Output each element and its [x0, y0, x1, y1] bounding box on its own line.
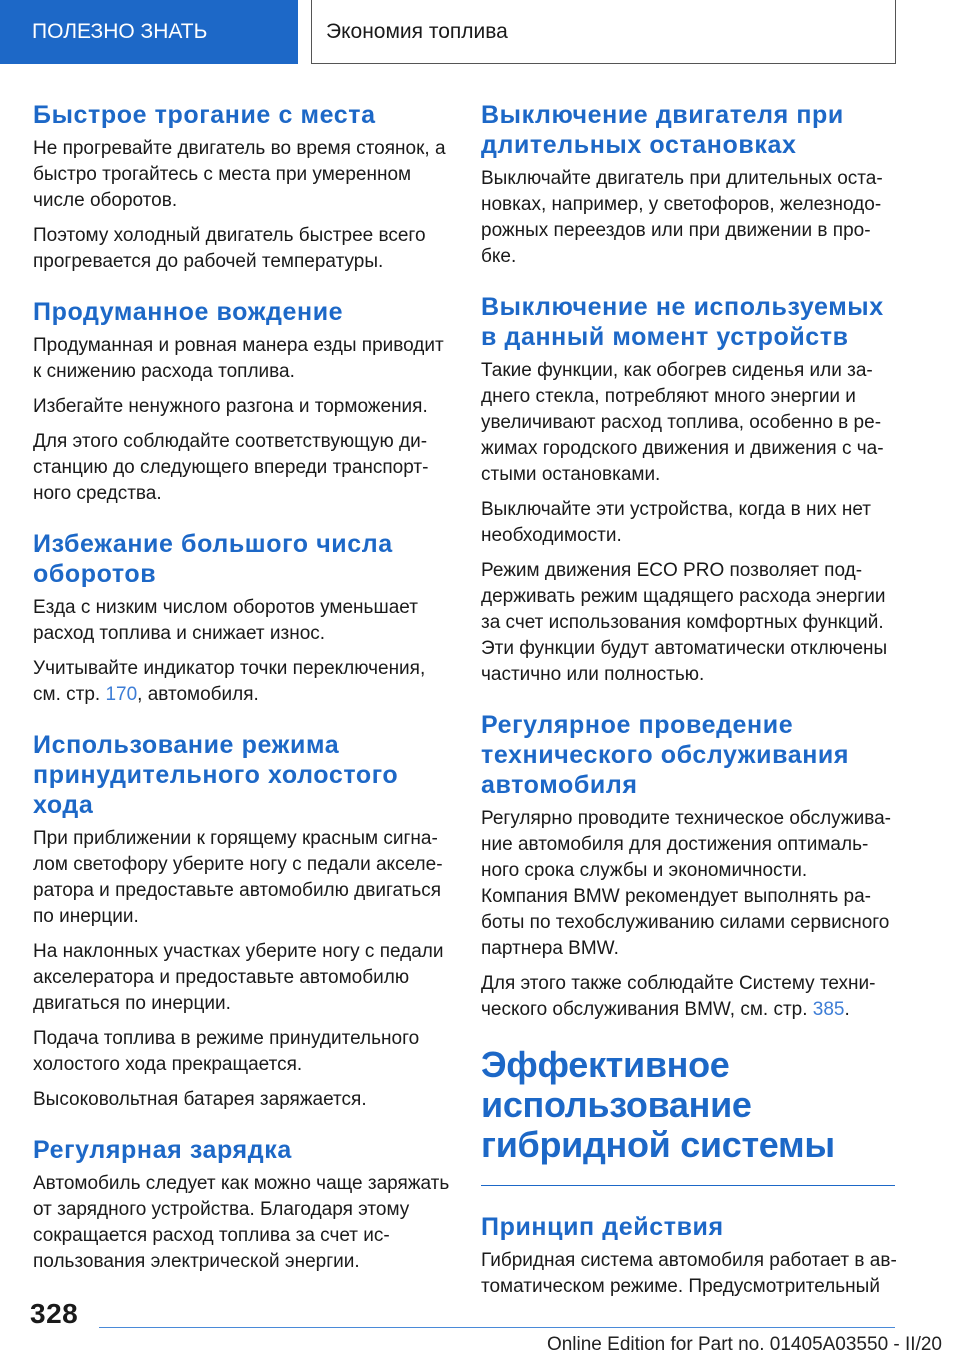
section-tab[interactable]	[0, 0, 298, 64]
section-tab-label: ПОЛЕЗНО ЗНАТЬ	[32, 20, 208, 43]
topic-tab[interactable]	[311, 0, 896, 64]
section-maintenance	[481, 710, 899, 1023]
paragraph: При приближении к горящему красным сигналом светофору уберите ногу с педали акселератора и предоставьте автомобилю двигаться по инерции.	[33, 828, 443, 927]
paragraph: Гибридная система автомобиля работает в автоматическом режиме. Предусмотрительный	[481, 1250, 897, 1297]
paragraph: Высоковольтная батарея заряжается.	[33, 1089, 367, 1110]
page-reference-link[interactable]: 385	[812, 999, 845, 1020]
section-title: Выключение не используемых в данный момент устройств	[481, 293, 884, 351]
paragraph: Избегайте ненужного разгона и торможения.	[33, 396, 428, 417]
text: Учитывайте индикатор точки переключения, см. стр.	[33, 658, 426, 705]
section-engine-off	[481, 100, 899, 270]
section-title: Быстрое трогание с места	[33, 101, 376, 129]
section-title: Принцип действия	[481, 1213, 724, 1241]
text: .	[844, 999, 850, 1020]
section-title: Продуманное вождение	[33, 298, 344, 326]
paragraph: Для этого соблюдайте соответствующую дистанцию до следующего впереди транспортного средства.	[33, 431, 429, 504]
section-regular-charging	[33, 1135, 451, 1275]
paragraph: На наклонных участках уберите ногу с педали акселератора и предоставьте автомобилю двигаться по инерции.	[33, 941, 444, 1014]
paragraph: Режим движения ECO PRO позволяет поддерживать режим щадящего расхода энергии за счет использования комфортных функций. Эти функции будут автоматически отключены частично или полностью.	[481, 560, 888, 685]
text: Для этого также соблюдайте Систему технического обслуживания BMW, см. стр.	[481, 973, 876, 1020]
paragraph: Не прогревайте двигатель во время стоянок, а быстро трогайтесь с места при умеренном числе оборотов.	[33, 138, 446, 211]
section-title: Регулярное проведение технического обслуживания автомобиля	[481, 711, 850, 799]
page-number: 328	[30, 1298, 79, 1329]
paragraph: Автомобиль следует как можно чаще заряжать от зарядного устройства. Благодаря этому сокращается расход топлива за счет использования электрической энергии.	[33, 1173, 450, 1272]
section-avoid-high-rpm	[33, 529, 451, 708]
section-thoughtful-driving	[33, 297, 451, 507]
footer-divider	[99, 1327, 895, 1328]
paragraph: Продуманная и ровная манера езды приводит к снижению расхода топлива.	[33, 335, 444, 382]
right-column	[481, 100, 899, 1322]
chapter-title: Эффективное использование гибридной системы	[481, 1044, 835, 1165]
paragraph: Выключайте двигатель при длительных остановках, например, у светофоров, железнодорожных переездов или при движении в пробке.	[481, 168, 883, 267]
paragraph: Подача топлива в режиме принудительного холостого хода прекращается.	[33, 1028, 420, 1075]
section-title: Избежание большого числа оборотов	[33, 530, 393, 588]
section-quick-start	[33, 100, 451, 275]
section-unused-devices	[481, 292, 899, 688]
page-reference-link[interactable]: 170	[105, 684, 138, 705]
paragraph	[33, 656, 451, 708]
topic-tab-label: Экономия топлива	[326, 19, 508, 43]
section-title: Выключение двигателя при длительных остановках	[481, 101, 844, 159]
paragraph: Выключайте эти устройства, когда в них нет необходимости.	[481, 499, 871, 546]
section-title: Регулярная зарядка	[33, 1136, 292, 1164]
paragraph	[481, 971, 899, 1023]
paragraph: Такие функции, как обогрев сиденья или заднего стекла, потребляют много энергии и увеличивают расход топлива, особенно в режимах городского движения и движения с частыми остановками.	[481, 360, 884, 485]
text: , автомобиля.	[137, 684, 259, 705]
section-coasting-mode	[33, 730, 451, 1113]
paragraph: Поэтому холодный двигатель быстрее всего прогревается до рабочей температуры.	[33, 225, 426, 272]
section-title: Использование режима принудительного холостого хода	[33, 731, 399, 819]
paragraph: Регулярно проводите техническое обслуживание автомобиля для достижения оптимального срока службы и экономичности. Компания BMW рекомендует выполнять работы по техобслуживанию силами сервисного партнера BMW.	[481, 808, 891, 959]
chapter-divider	[481, 1185, 895, 1186]
footer-edition-text: Online Edition for Part no. 01405A03550 - II/20	[546, 1334, 942, 1355]
section-operating-principle	[481, 1212, 899, 1300]
left-column	[33, 100, 451, 1297]
paragraph: Езда с низким числом оборотов уменьшает расход топлива и снижает износ.	[33, 597, 418, 644]
